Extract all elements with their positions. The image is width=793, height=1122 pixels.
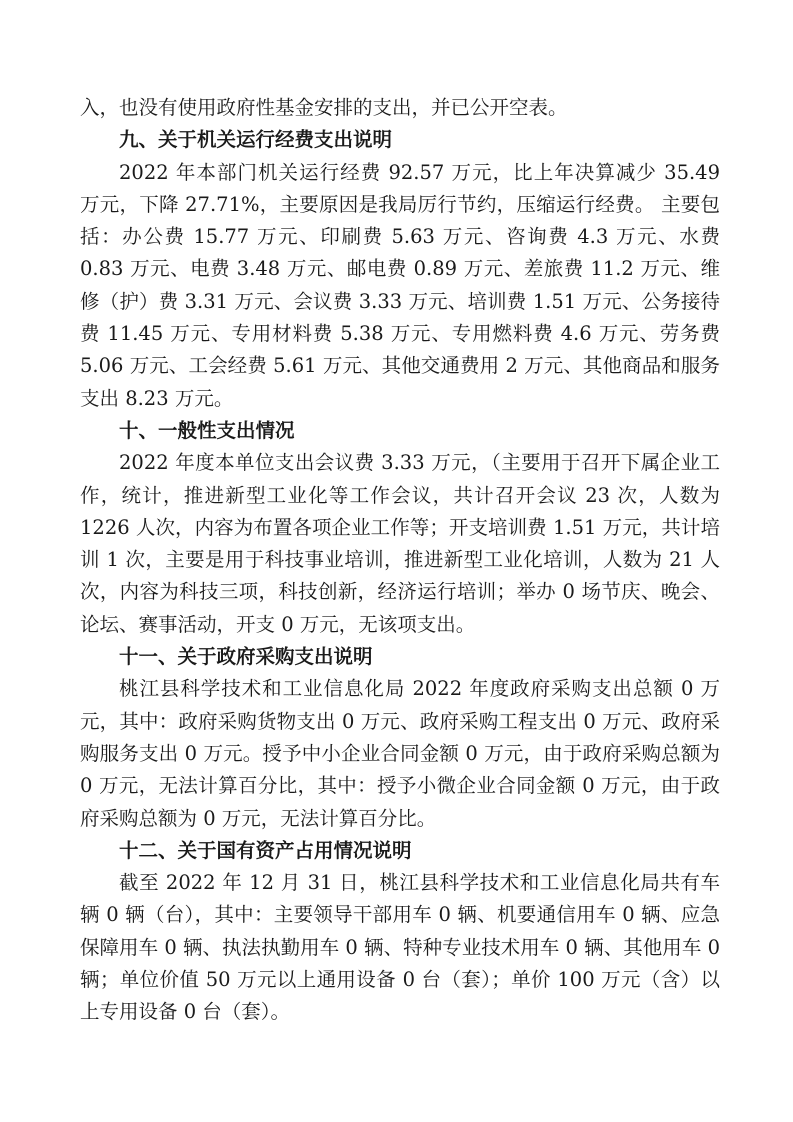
section-heading-10: 十、一般性支出情况 xyxy=(119,418,295,442)
section-10-paragraph: 2022 年度本单位支出会议费 3.33 万元，（主要用于召开下属企业工作，统计，推进新型工业化等工作会议，共计召开会议 23 次，人数为 1226 人次，内容为布置各项企业工作等；开支培训费 1.51 万元，共计培训 1 次，主要是用于科技事业培训，推进新型工业化培训，人数为 21 人次，内容为科技三项，科技创新，经济运行培训；举办 0 场节庆、晚会、论坛、赛事活动，开支 0 万元，无该项支出。 xyxy=(80,451,720,636)
intro-continuation-paragraph: 入，也没有使用政府性基金安排的支出，并已公开空表。 xyxy=(80,96,568,119)
document-page xyxy=(80,92,720,1029)
section-12-paragraph: 截至 2022 年 12 月 31 日，桃江县科学技术和工业信息化局共有车辆 0 辆（台），其中：主要领导干部用车 0 辆、机要通信用车 0 辆、应急保障用车 0 辆、执法执勤用车 0 辆、特种专业技术用车 0 辆、其他用车 0 辆；单位价值 50 万元以上通用设备 0 台（套）；单价 100 万元（含）以上专用设备 0 台（套）。 xyxy=(80,871,720,1024)
section-heading-12: 十二、关于国有资产占用情况说明 xyxy=(119,838,412,862)
section-11-paragraph: 桃江县科学技术和工业信息化局 2022 年度政府采购支出总额 0 万元，其中：政府采购货物支出 0 万元、政府采购工程支出 0 万元、政府采购服务支出 0 万元。授予中小企业合同金额 0 万元，由于政府采购总额为 0 万元，无法计算百分比，其中：授予小微企业合同金额 0 万元，由于政府采购总额为 0 万元，无法计算百分比。 xyxy=(80,677,720,830)
section-heading-9: 九、关于机关运行经费支出说明 xyxy=(119,128,393,152)
section-heading-11: 十一、关于政府采购支出说明 xyxy=(119,645,373,669)
section-9-paragraph: 2022 年本部门机关运行经费 92.57 万元，比上年决算减少 35.49 万元，下降 27.71%，主要原因是我局厉行节约，压缩运行经费。 主要包括：办公费 15.77 万元、印刷费 5.63 万元、咨询费 4.3 万元、水费 0.83 万元、电费 3.48 万元、邮电费 0.89 万元、差旅费 11.2 万元、维修（护）费 3.31 万元、会议费 3.33 万元、培训费 1.51 万元、公务接待费 11.45 万元、专用材料费 5.38 万元、专用燃料费 4.6 万元、劳务费 5.06 万元、工会经费 5.61 万元、其他交通费用 2 万元、其他商品和服务支出 8.23 万元。 xyxy=(80,160,720,410)
